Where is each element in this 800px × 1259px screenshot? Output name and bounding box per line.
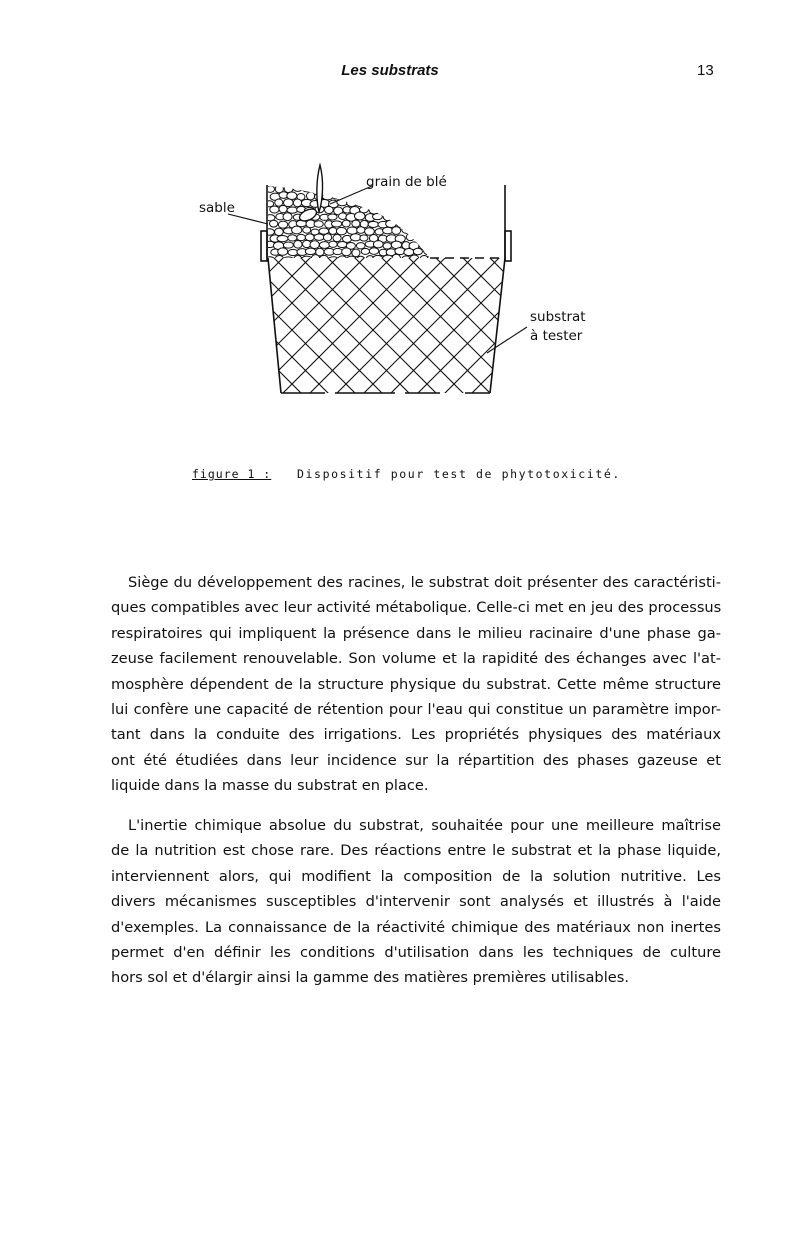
sand-grain [418, 228, 428, 236]
running-header-title: Les substrats [341, 62, 439, 79]
sand-grain [361, 248, 369, 254]
sand-grain [305, 234, 314, 241]
figure-caption-label: figure 1 : [192, 467, 272, 481]
sand-grain [329, 241, 337, 247]
sand-grain [342, 220, 350, 227]
sand-grain [337, 199, 348, 206]
text-line: Siège du développement des racines, le substrat doit présenter des caractéristi- [128, 574, 721, 591]
sand-grain [357, 227, 365, 234]
sand-grain [383, 243, 392, 249]
sand-grain [382, 200, 391, 206]
sand-grain [314, 221, 323, 227]
sand-grain [283, 213, 292, 221]
sand-grain [357, 256, 365, 263]
sand-grain [373, 241, 383, 248]
text-line: tant dans la conduite des irrigations. Les propriétés physiques des matériaux [111, 726, 721, 744]
sand-grain [287, 207, 298, 213]
sand-grain [388, 192, 396, 198]
sand-grain [409, 200, 419, 207]
sand-grain [283, 257, 294, 263]
sand-grain [265, 229, 275, 235]
sand-grain [331, 192, 341, 199]
label-a-tester: à tester [530, 328, 583, 344]
hatch-line [67, 240, 247, 420]
sand-grain [392, 227, 401, 235]
sand-grain [302, 185, 312, 192]
sand-grain [322, 193, 333, 200]
text-line: L'inertie chimique absolue du substrat, souhaitée pour une meilleure maîtrise [128, 817, 721, 834]
text-line: hors sol et d'élargir ainsi la gamme des matières premières utilisables. [111, 969, 629, 987]
label-grain-de-ble: grain de blé [366, 174, 447, 190]
sand-grain [404, 221, 414, 228]
sand-grain [337, 242, 347, 248]
hatch-line [634, 240, 800, 420]
sand-grain [415, 207, 423, 213]
text-line: de la nutrition est chose rare. Des réactions entre le substrat et la phase liquide, [111, 842, 721, 860]
sand-grain [355, 199, 366, 206]
sand-grain [420, 199, 429, 206]
sand-grain [392, 213, 402, 220]
sand-grain [369, 192, 378, 199]
sand-grain [409, 213, 418, 220]
text-line: interviennent alors, qui modifient la composition de la solution nutritive. Les [111, 867, 721, 885]
text-line: liquide dans la masse du substrat en place. [111, 777, 429, 795]
sand-grain [355, 212, 366, 220]
hatch-line [121, 240, 301, 420]
sand-grain [338, 256, 347, 262]
sand-grain [359, 194, 370, 200]
sand-grain [369, 207, 379, 214]
sand-grain [294, 241, 302, 249]
sand-grain [405, 207, 415, 214]
sand-grain [328, 186, 338, 193]
paragraph-2 [111, 813, 721, 991]
sand-grain [402, 256, 411, 264]
sand-grain [374, 199, 384, 205]
sand-grain [311, 255, 319, 263]
hatch-line [499, 240, 679, 420]
sand-grain [342, 248, 351, 256]
sand-grain [377, 192, 386, 199]
sand-grain [423, 234, 433, 242]
sand-grain [388, 207, 397, 214]
sand-grain [414, 193, 423, 201]
sand-grain [323, 234, 331, 241]
sand-grain [347, 199, 357, 207]
phytotoxicity-test-figure [0, 0, 800, 460]
sand-grain [319, 242, 329, 249]
sand-grain [356, 243, 365, 249]
sand-grain [396, 192, 405, 198]
hatch-line [94, 240, 274, 420]
sand-grain [415, 236, 424, 242]
sand-grain [336, 227, 346, 234]
text-line: divers mécanismes susceptibles d'intervenir sont analysés et illustrés à l'aide [111, 893, 721, 911]
label-sable: sable [199, 200, 235, 216]
sand-grain [413, 248, 422, 255]
hatch-line [67, 240, 247, 420]
sand-grain [404, 249, 414, 256]
sand-grain [414, 221, 422, 228]
sand-grain [333, 248, 342, 254]
text-line: permet d'en définir les conditions d'utilisation dans les techniques de culture [111, 943, 721, 961]
sand-grain [410, 229, 420, 235]
hatch-line [94, 240, 274, 420]
sand-grain [305, 248, 316, 255]
sand-grain [294, 255, 302, 263]
sand-grain [369, 248, 378, 255]
text-line: ques compatibles avec leur activité métabolique. Celle-ci met en jeu des processus [111, 599, 722, 617]
sand-grain [297, 234, 306, 240]
sand-grain [400, 200, 409, 207]
hatch-line [607, 240, 787, 420]
sand-grain [424, 248, 432, 254]
sand-grain [292, 226, 302, 234]
sand-grain [310, 241, 319, 249]
sand-grain [378, 206, 386, 213]
sand-grain [373, 214, 383, 220]
sand-grain [427, 227, 437, 235]
sand-grain [325, 206, 334, 213]
sand-grain [420, 255, 428, 263]
sand-grain [293, 185, 302, 191]
sand-grain [278, 248, 288, 255]
sand-grain [329, 227, 337, 234]
sand-grain [284, 185, 293, 193]
sand-grain [383, 213, 392, 221]
sand-grain [423, 193, 432, 200]
sand-layer [264, 184, 437, 263]
sand-grain [406, 233, 414, 240]
hatch-line [580, 240, 760, 420]
sand-grain [352, 220, 360, 227]
hatch-line [499, 240, 679, 420]
sand-grain [278, 221, 287, 228]
hatch-line [580, 240, 760, 420]
sand-grain [328, 214, 337, 220]
sand-grain [392, 254, 400, 262]
text-line: respiratoires qui impliquent la présence dans le milieu racinaire d'une phase ga- [111, 624, 721, 642]
text-line: ont été étudiées dans leur incidence sur la répartition des phases gazeuse et [111, 751, 721, 769]
sand-grain [314, 234, 324, 240]
sand-grain [288, 235, 297, 241]
sand-grain [402, 227, 411, 234]
sand-grain [360, 235, 368, 241]
sand-grain [422, 220, 432, 226]
sand-grain [270, 220, 278, 227]
sand-grain [333, 234, 341, 241]
hatch-line [634, 240, 800, 420]
label-substrat: substrat [530, 309, 586, 325]
sand-grain [396, 207, 404, 214]
sand-grain [429, 200, 437, 206]
sand-grain [331, 221, 341, 227]
sand-grain [320, 255, 329, 262]
sand-grain [422, 207, 432, 215]
text-line: mosphère dépendent de la structure physique du substrat. Cette même structure [111, 675, 721, 693]
page-number: 13 [697, 62, 714, 79]
text-line: zeuse facilement renouvelable. Son volume et la rapidité des échanges avec l'at- [111, 650, 721, 668]
text-line: lui confère une capacité de rétention pour l'eau qui constitue un paramètre impor- [111, 700, 721, 718]
paragraph-1 [111, 570, 721, 799]
hatch-line [607, 240, 787, 420]
sand-grain [368, 221, 378, 227]
sand-grain [283, 242, 293, 248]
sand-grain [427, 213, 435, 220]
sand-grain [293, 199, 301, 207]
sand-grain [393, 200, 401, 207]
sand-grain [419, 215, 427, 222]
sand-grain [337, 187, 346, 193]
sand-grain [427, 241, 437, 248]
figure-caption-text: Dispositif pour test de phytotoxicité. [297, 467, 621, 481]
sand-grain [277, 235, 288, 241]
sand-grain [306, 192, 314, 200]
sand-grain [279, 205, 287, 212]
sand-grain [352, 249, 360, 257]
sand-grain [373, 255, 383, 261]
sand-grain [303, 227, 311, 233]
sand-grain [347, 185, 355, 193]
sand-grain [364, 199, 373, 207]
hatch-line [40, 240, 220, 420]
sand-grain [347, 227, 358, 234]
hatch-line [40, 240, 220, 420]
sand-grain [270, 206, 279, 213]
sand-grain [405, 192, 413, 200]
sand-grain [347, 256, 357, 262]
sand-grain [400, 213, 408, 220]
text-line: d'exemples. La connaissance de la réactivité chimique des matériaux non inertes [111, 918, 721, 936]
